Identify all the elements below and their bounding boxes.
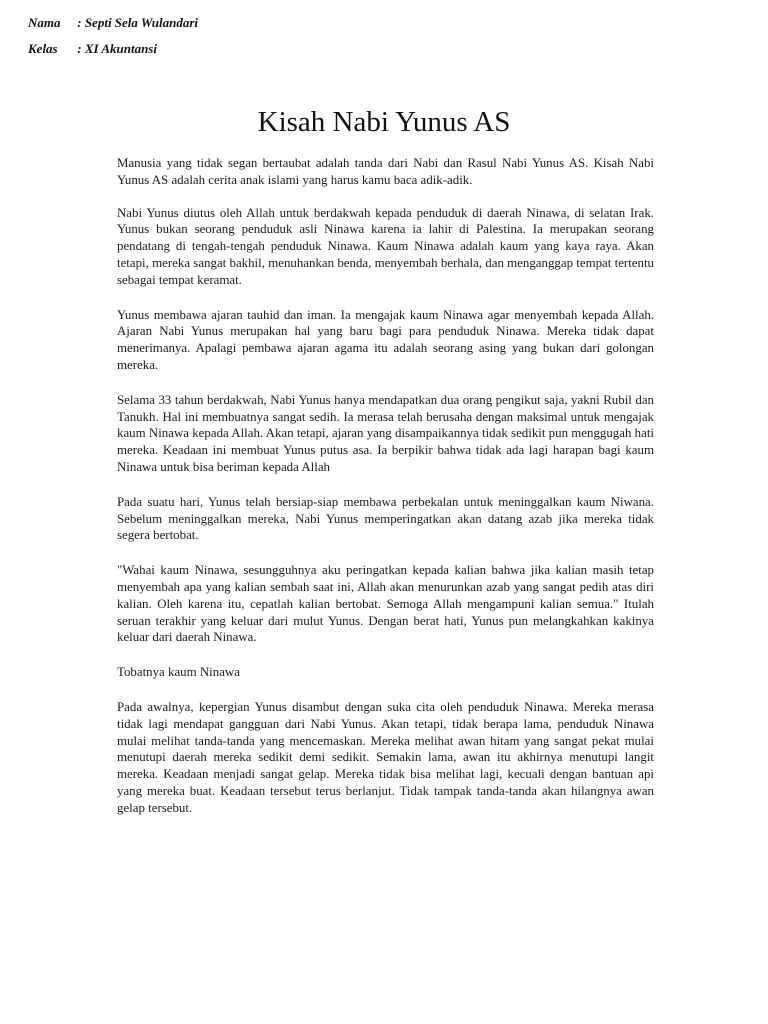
section-heading-tobat: Tobatnya kaum Ninawa (117, 665, 240, 680)
paragraph-seruan: "Wahai kaum Ninawa, sesungguhnya aku peringatkan kepada kalian bahwa jika kalian masih tetap menyembah apa yang kalian sembah saat ini, Allah akan menurunkan azab yang sangat pedih atas diri kalian. Oleh karena itu, cepatlah kalian bertobat. Semoga Allah mengampuni kalian semua." Itulah seruan terakhir yang keluar dari mulut Yunus. Dengan berat hati, Yunus pun melangkahkan kakinya keluar dari daerah Ninawa. (117, 563, 654, 645)
class-label: Kelas (28, 41, 58, 56)
name-value: : Septi Sela Wulandari (77, 15, 199, 30)
name-label: Nama (28, 15, 61, 30)
paragraph-diutus: Nabi Yunus diutus oleh Allah untuk berdakwah kepada penduduk di daerah Ninawa, di selatan Irak. Yunus bukan seorang penduduk asli Ninawa karena ia lahir di Palestina. Ia merupakan seorang pendatang di tengah-tengah penduduk Ninawa. Kaum Ninawa adalah kaum yang kaya raya. Akan tetapi, mereka sangat bakhil, menuhankan benda, menyembah berhala, dan menganggap tempat tertentu sebagai tempat keramat. (117, 205, 654, 287)
paragraph-33-tahun: Selama 33 tahun berdakwah, Nabi Yunus hanya mendapatkan dua orang pengikut saja, yakni Rubil dan Tanukh. Hal ini membuatnya sangat sedih. Ia merasa telah berusaha dengan maksimal untuk mengajak kaum Ninawa kepada Allah. Akan tetapi, ajaran yang disampaikannya tidak sedikit pun menggugah hati mereka. Keadaan ini membuat Yunus putus asa. Ia berpikir bahwa tidak ada lagi harapan bagi kaum Ninawa untuk bisa beriman kepada Allah (117, 392, 654, 474)
document-title: Kisah Nabi Yunus AS (257, 106, 511, 138)
paragraph-suatu-hari: Pada suatu hari, Yunus telah bersiap-siap membawa perbekalan untuk meninggalkan kaum Niwana. Sebelum meninggalkan mereka, Nabi Yunus memperingatkan akan datang azab jika mereka tidak segera bertobat. (117, 494, 654, 543)
student-name-line (28, 15, 198, 31)
document-body (117, 155, 654, 835)
class-value: : XI Akuntansi (77, 41, 157, 56)
paragraph-intro: Manusia yang tidak segan bertaubat adalah tanda dari Nabi dan Rasul Nabi Yunus AS. Kisah Nabi Yunus AS adalah cerita anak islami yang harus kamu baca adik-adik. (117, 156, 654, 187)
student-class-line (28, 41, 157, 57)
paragraph-awan-hitam: Pada awalnya, kepergian Yunus disambut dengan suka cita oleh penduduk Ninawa. Mereka merasa tidak lagi mendapat gangguan dari Nabi Yunus. Akan tetapi, tidak berapa lama, penduduk Ninawa mulai melihat tanda-tanda yang mencemaskan. Mereka melihat awan hitam yang sangat pekat mulai menutupi daerah mereka sedikit demi sedikit. Semakin lama, awan itu akhirnya menutupi langit mereka. Keadaan menjadi sangat gelap. Mereka tidak bisa melihat lagi, kecuali dengan bantuan api yang mereka buat. Keadaan tersebut terus berlanjut. Tidak tampak tanda-tanda akan hilangnya awan gelap tersebut. (117, 699, 654, 815)
paragraph-ajaran-tauhid: Yunus membawa ajaran tauhid dan iman. Ia mengajak kaum Ninawa agar menyembah kepada Allah. Ajaran Nabi Yunus merupakan hal yang baru bagi para penduduk Ninawa. Mereka tidak dapat menerimanya. Apalagi pembawa ajaran agama itu adalah seorang asing yang bukan dari golongan mereka. (117, 307, 654, 372)
